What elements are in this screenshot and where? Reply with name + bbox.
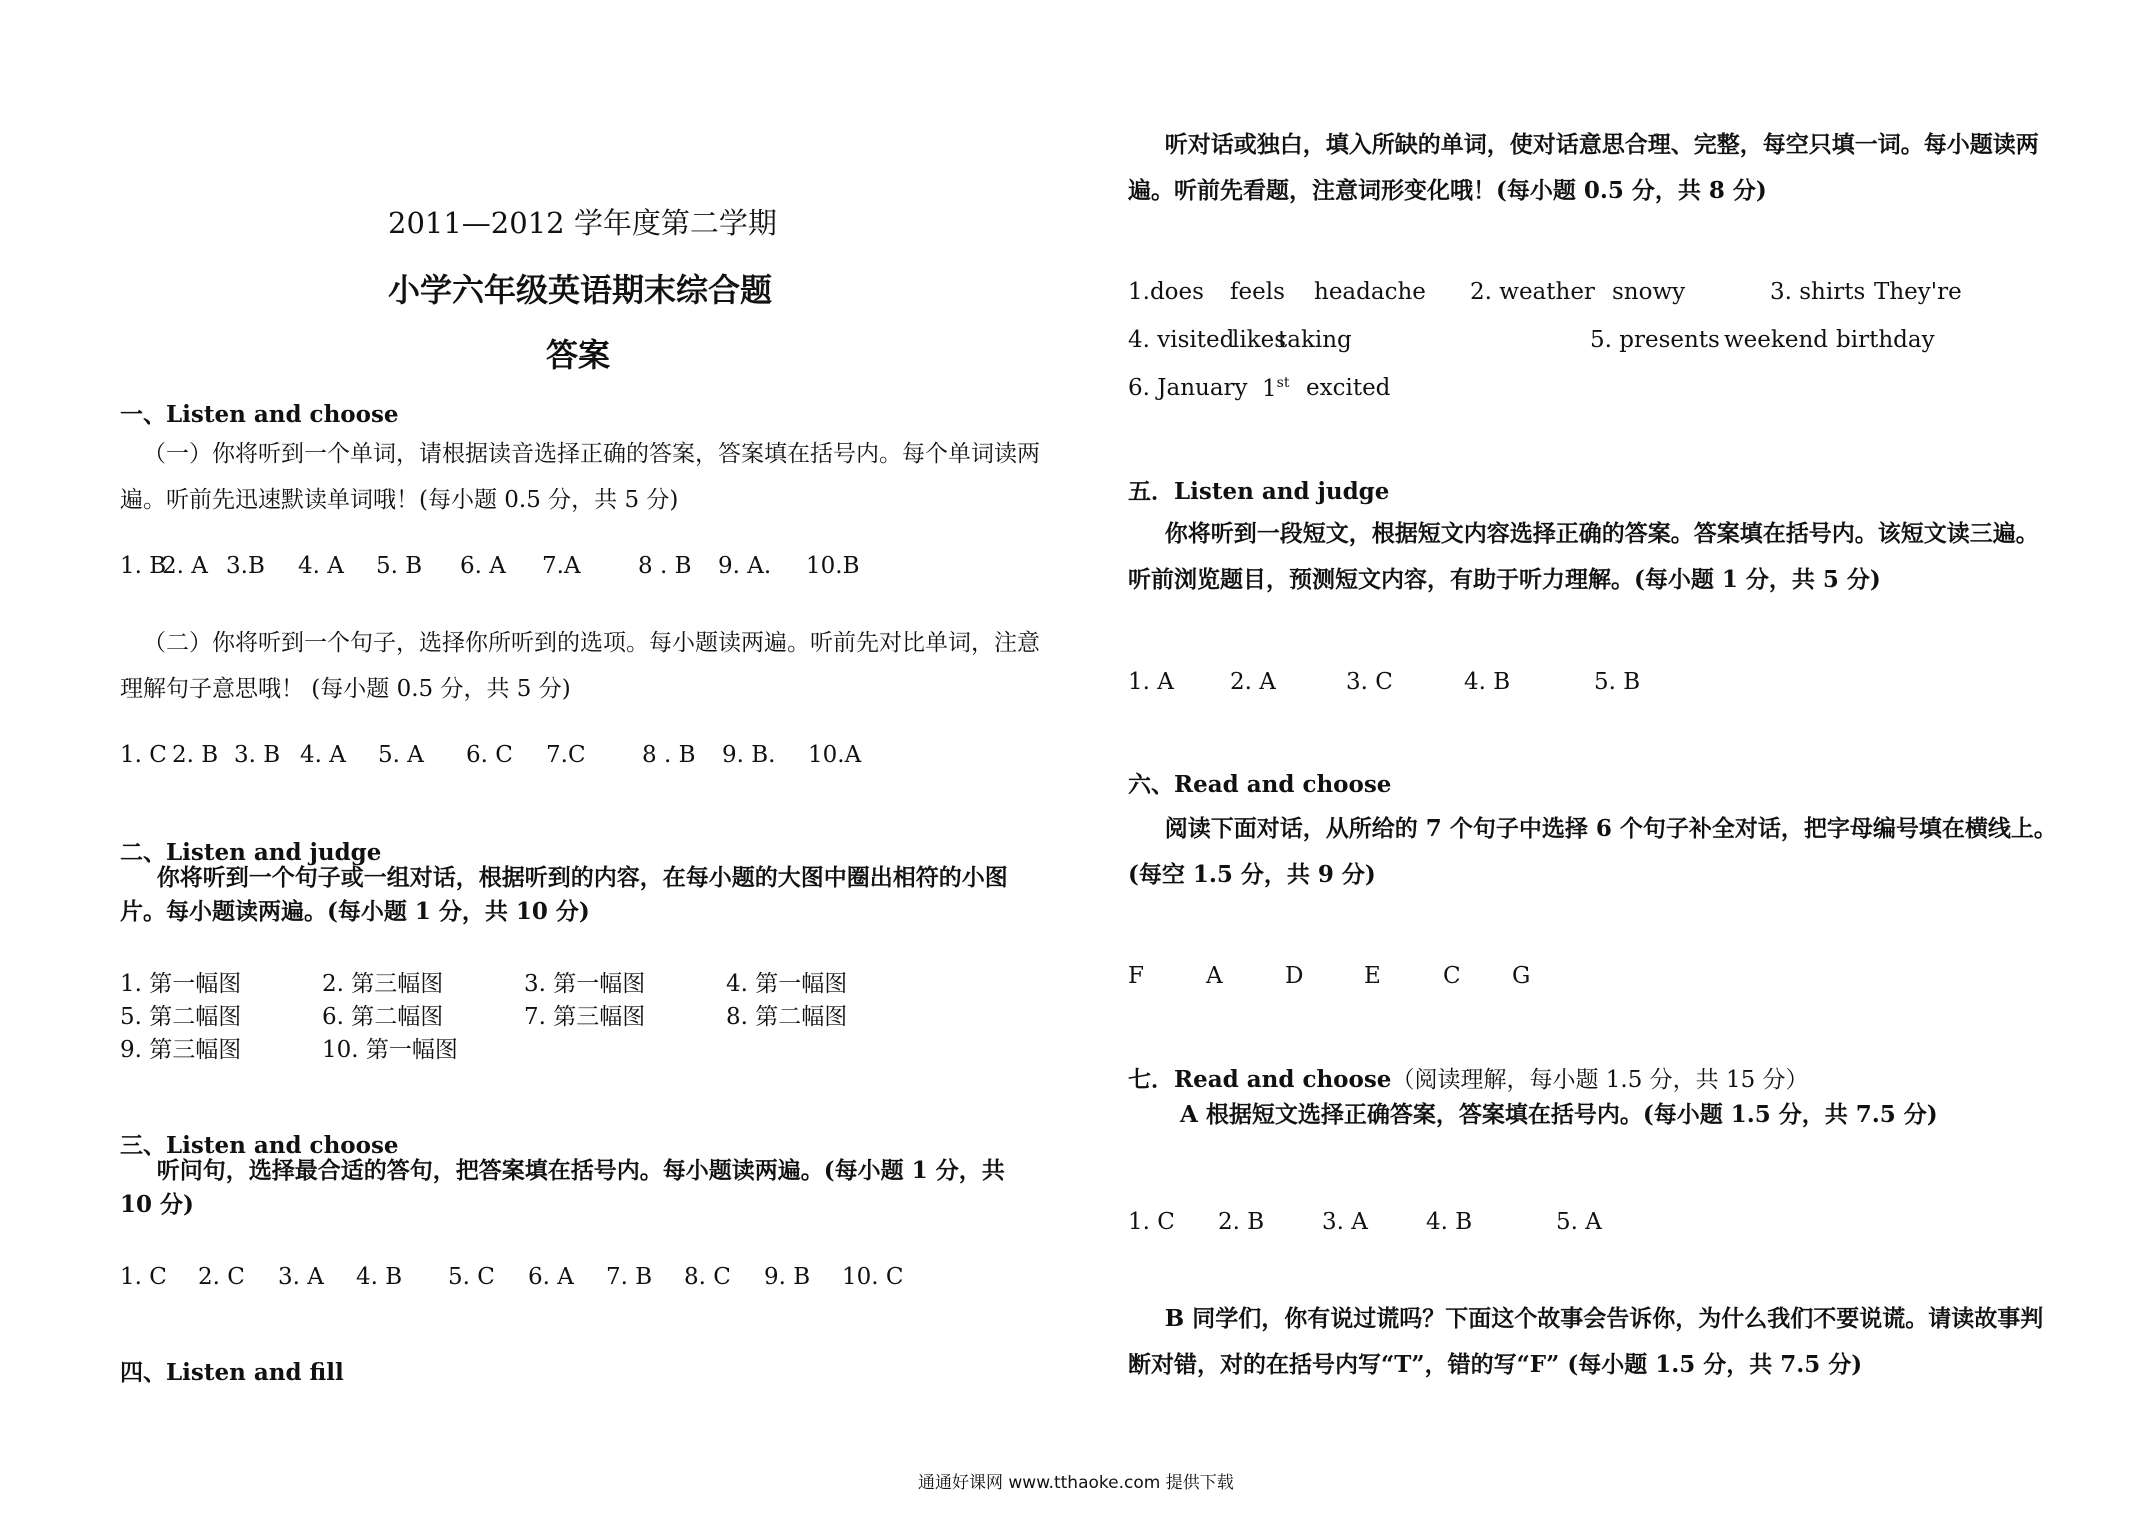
answer-item: 6. C bbox=[466, 742, 513, 768]
section7-partA-answers bbox=[1128, 1209, 1602, 1235]
section2-answers bbox=[120, 968, 928, 1067]
answer-item: 2. B bbox=[1218, 1209, 1265, 1235]
answer-item: 3. C bbox=[1346, 669, 1393, 695]
section5-answers bbox=[1128, 669, 1640, 695]
answer-item: 8. 第二幅图 bbox=[726, 1004, 848, 1030]
answer-item: likes bbox=[1232, 327, 1287, 353]
answer-item bbox=[1262, 375, 1306, 402]
answer-item: F bbox=[1128, 963, 1144, 989]
answer-item: 7. B bbox=[606, 1264, 653, 1290]
section7-heading-note: （阅读理解，每小题 1.5 分，共 15 分） bbox=[1391, 1067, 1809, 1093]
answer-item: 4. B bbox=[356, 1264, 403, 1290]
answer-item: 10. C bbox=[842, 1264, 904, 1290]
answer-item: 1.does bbox=[1128, 279, 1204, 305]
answer-item: 4. A bbox=[300, 742, 346, 768]
answer-item: 3. 第一幅图 bbox=[524, 971, 646, 997]
section6-instructions: 阅读下面对话，从所给的 7 个句子中选择 6 个句子补全对话，把字母编号填在横线上。(每空 1.5 分，共 9 分) bbox=[1128, 815, 2057, 888]
answer-item: 9. 第三幅图 bbox=[120, 1037, 242, 1063]
answer-item: 4. 第一幅图 bbox=[726, 971, 848, 997]
answer-item: 1. 第一幅图 bbox=[120, 971, 242, 997]
answer-item: 3. shirts bbox=[1770, 279, 1866, 305]
section5-heading: 五．Listen and judge bbox=[1128, 478, 1390, 505]
answer-item: E bbox=[1364, 963, 1381, 989]
answer-item: 5. C bbox=[448, 1264, 495, 1290]
section4-row3 bbox=[1128, 375, 1390, 402]
answer-item: 7. 第三幅图 bbox=[524, 1004, 646, 1030]
page-footer: 通通好课网 www.tthaoke.com 提供下载 bbox=[918, 1473, 1234, 1493]
answer-item: 4. visited bbox=[1128, 327, 1235, 353]
answer-item: excited bbox=[1306, 375, 1391, 401]
section7-partA-instructions: A 根据短文选择正确答案，答案填在括号内。(每小题 1.5 分，共 7.5 分) bbox=[1180, 1101, 1938, 1128]
ordinal-number: 1 bbox=[1262, 375, 1277, 402]
answer-item: 3. A bbox=[278, 1264, 324, 1290]
section3-instructions: 听问句，选择最合适的答句，把答案填在括号内。每小题读两遍。(每小题 1 分，共 10 分) bbox=[120, 1157, 1005, 1218]
answer-item: 1. A bbox=[1128, 669, 1174, 695]
answer-item: 2. C bbox=[198, 1264, 245, 1290]
answer-item: 9. A. bbox=[718, 553, 772, 579]
answer-item: 5. 第二幅图 bbox=[120, 1004, 242, 1030]
section1-part1-answers bbox=[120, 553, 859, 579]
answer-item: 4. B bbox=[1464, 669, 1511, 695]
exam-title: 小学六年级英语期末综合题 bbox=[388, 271, 773, 309]
answer-item: 2. weather bbox=[1470, 279, 1595, 305]
answer-item: 3. A bbox=[1322, 1209, 1368, 1235]
answer-item: 3. B bbox=[234, 742, 281, 768]
answer-item: 1. B bbox=[120, 553, 167, 579]
answer-item: 1. C bbox=[1128, 1209, 1175, 1235]
answer-item: 10.A bbox=[808, 742, 862, 768]
section4-row1 bbox=[1128, 279, 1962, 305]
answer-item: 6. 第二幅图 bbox=[322, 1004, 444, 1030]
section4-instructions: 听对话或独白，填入所缺的单词，使对话意思合理、完整，每空只填一词。每小题读两遍。听前先看题，注意词形变化哦！(每小题 0.5 分，共 8 分) bbox=[1128, 131, 2039, 204]
section2-instructions: 你将听到一个句子或一组对话，根据听到的内容，在每小题的大图中圈出相符的小图片。每小题读两遍。(每小题 1 分，共 10 分) bbox=[120, 864, 1008, 925]
section3-heading: 三、Listen and choose bbox=[120, 1132, 399, 1159]
section7-heading bbox=[1128, 1061, 1809, 1094]
answer-item: C bbox=[1443, 963, 1461, 989]
answer-item: feels bbox=[1230, 279, 1285, 305]
answer-item: 5. B bbox=[376, 553, 423, 579]
section6-heading: 六、Read and choose bbox=[1128, 771, 1392, 798]
answer-item: 9. B. bbox=[722, 742, 776, 768]
ordinal-suffix: st bbox=[1276, 375, 1290, 391]
section7-heading-text: 七．Read and choose bbox=[1128, 1066, 1392, 1093]
answer-item: snowy bbox=[1612, 279, 1686, 305]
answer-item: 3.B bbox=[226, 553, 265, 579]
answer-item: 5. B bbox=[1594, 669, 1641, 695]
answer-item: 2. 第三幅图 bbox=[322, 971, 444, 997]
section5-instructions: 你将听到一段短文，根据短文内容选择正确的答案。答案填在括号内。该短文读三遍。听前浏览题目，预测短文内容，有助于听力理解。(每小题 1 分，共 5 分) bbox=[1128, 520, 2039, 593]
section1-part2-answers bbox=[120, 742, 861, 768]
answer-row bbox=[120, 968, 928, 1001]
answer-item: 10. 第一幅图 bbox=[322, 1037, 458, 1063]
section6-answers bbox=[1128, 963, 1530, 989]
answer-item: 8 . B bbox=[642, 742, 696, 768]
answer-item: 5. presents bbox=[1590, 327, 1720, 353]
answer-item: 9. B bbox=[764, 1264, 811, 1290]
answer-item: 6. January bbox=[1128, 375, 1248, 401]
year-line: 2011—2012 学年度第二学期 bbox=[388, 206, 777, 240]
answer-item: 8. C bbox=[684, 1264, 731, 1290]
answer-item: 2. A bbox=[1230, 669, 1276, 695]
section3-answers bbox=[120, 1264, 904, 1290]
answer-item: 2. B bbox=[172, 742, 219, 768]
answer-item: birthday bbox=[1836, 327, 1935, 353]
section7-partB-instructions: B 同学们，你有说过谎吗？下面这个故事会告诉你，为什么我们不要说谎。请读故事判断对错，对的在括号内写“T”，错的写“F” (每小题 1.5 分，共 7.5 分) bbox=[1128, 1305, 2044, 1378]
answer-item: G bbox=[1512, 963, 1531, 989]
answer-item: 4. B bbox=[1426, 1209, 1473, 1235]
answer-item: 8 . B bbox=[638, 553, 692, 579]
answers-title: 答案 bbox=[546, 336, 611, 374]
answer-item: 1. C bbox=[120, 1264, 167, 1290]
answer-row bbox=[120, 1001, 928, 1034]
answer-item: 5. A bbox=[378, 742, 424, 768]
answer-item: 10.B bbox=[806, 553, 860, 579]
answer-item: 1. C bbox=[120, 742, 167, 768]
answer-item: taking bbox=[1278, 327, 1352, 353]
answer-item: They're bbox=[1874, 279, 1962, 305]
section2-heading: 二、Listen and judge bbox=[120, 839, 382, 866]
answer-row bbox=[120, 1034, 928, 1067]
answer-item: weekend bbox=[1724, 327, 1828, 353]
section1-part2-instructions: （二）你将听到一个句子，选择你所听到的选项。每小题读两遍。听前先对比单词，注意理解句子意思哦！ (每小题 0.5 分，共 5 分) bbox=[120, 630, 1040, 702]
answer-item: 6. A bbox=[460, 553, 506, 579]
answer-item: 2. A bbox=[162, 553, 208, 579]
section1-heading: 一、Listen and choose bbox=[120, 401, 399, 428]
answer-item: headache bbox=[1314, 279, 1426, 305]
section4-heading: 四、Listen and fill bbox=[120, 1359, 344, 1386]
answer-item: 5. A bbox=[1556, 1209, 1602, 1235]
answer-item: D bbox=[1285, 963, 1304, 989]
answer-item: 7.A bbox=[542, 553, 581, 579]
answer-item: 6. A bbox=[528, 1264, 574, 1290]
answer-item: 7.C bbox=[546, 742, 586, 768]
section4-row2 bbox=[1128, 327, 1935, 353]
section1-part1-instructions: （一）你将听到一个单词，请根据读音选择正确的答案，答案填在括号内。每个单词读两遍。听前先迅速默读单词哦！(每小题 0.5 分，共 5 分) bbox=[120, 441, 1040, 513]
answer-item: A bbox=[1206, 963, 1223, 989]
answer-item: 4. A bbox=[298, 553, 344, 579]
